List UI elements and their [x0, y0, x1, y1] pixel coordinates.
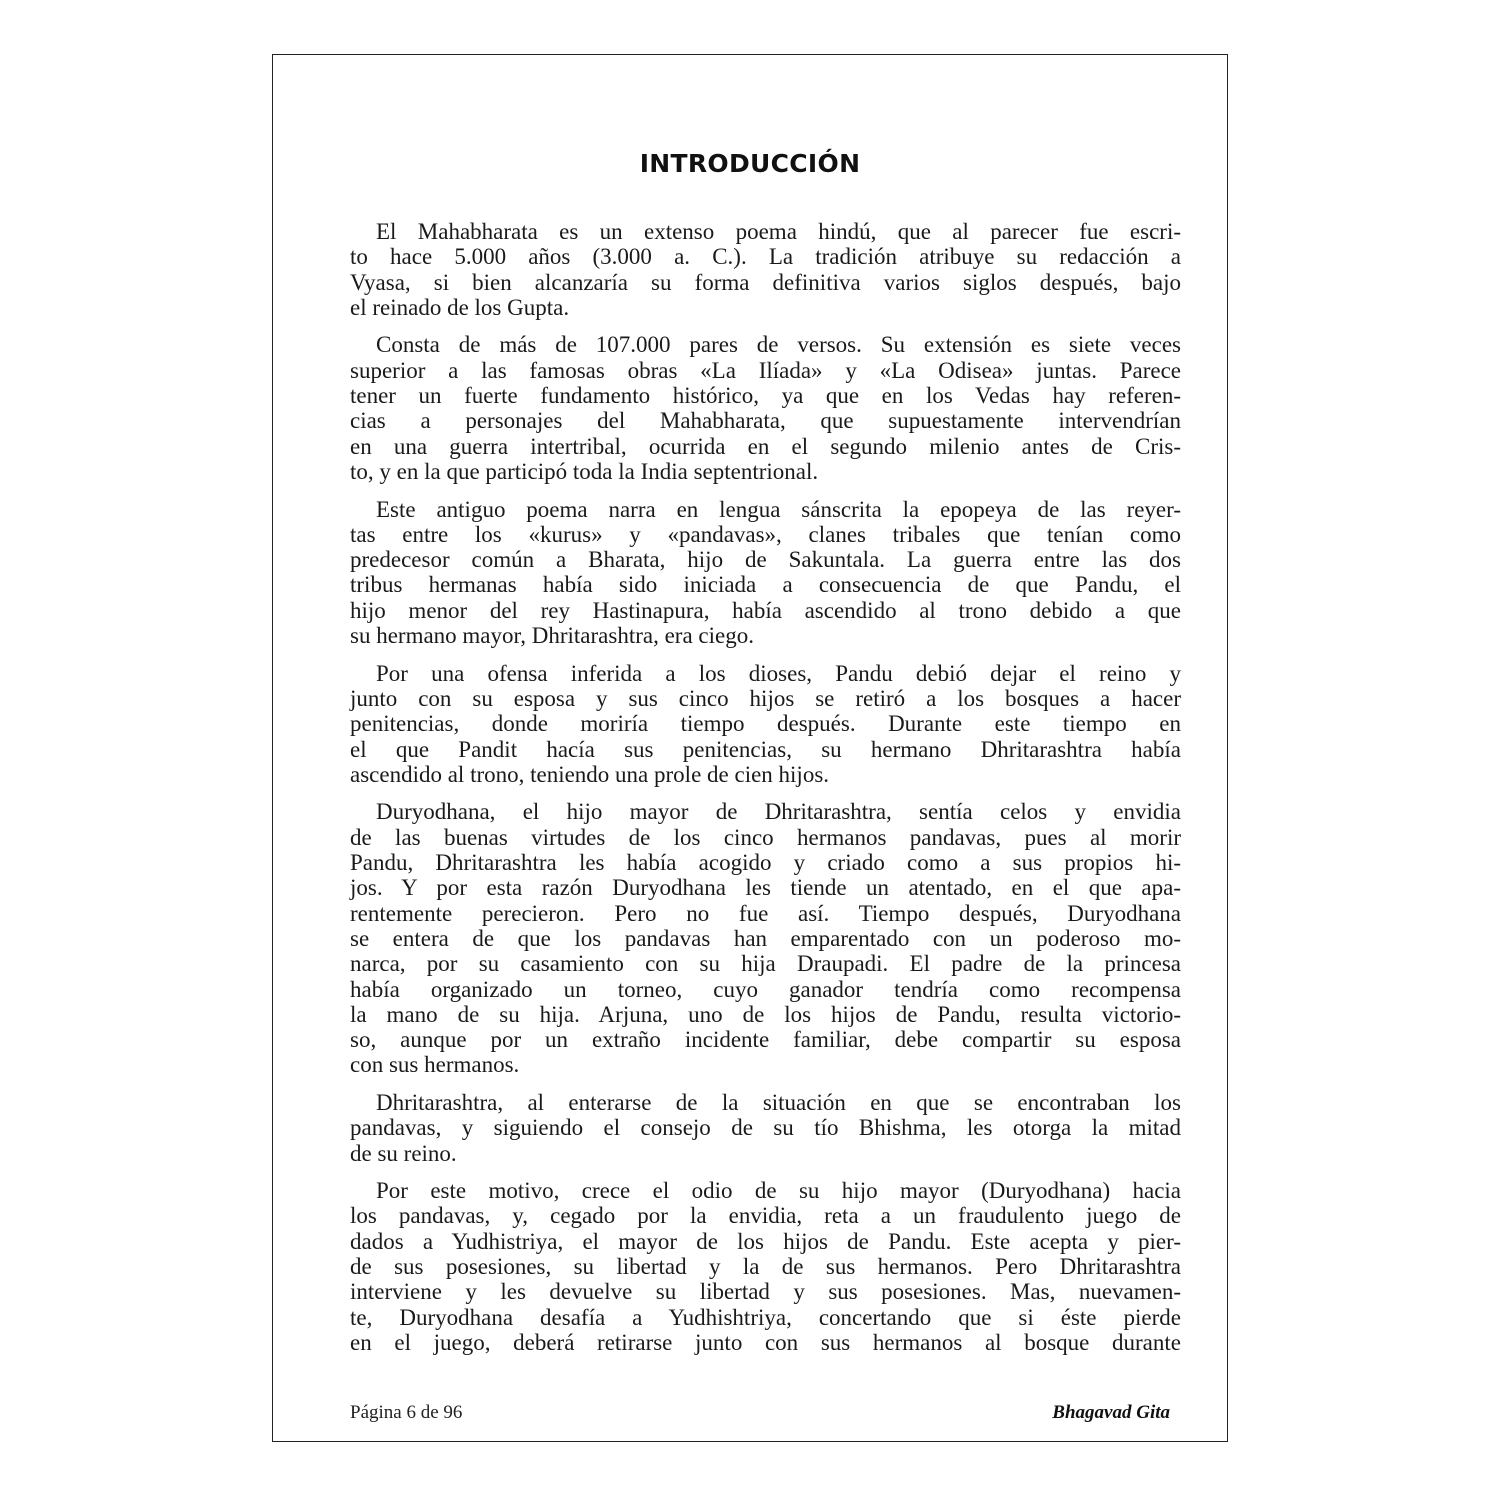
text-line: junto con su esposa y sus cinco hijos se retiró a los bosques a hacer — [350, 685, 1181, 711]
text-line: predecesor común a Bharata, hijo de Sakuntala. La guerra entre las dos — [350, 547, 1181, 573]
text-line: los pandavas, y, cegado por la envidia, reta a un fraudulento juego de — [350, 1203, 1181, 1229]
paragraph — [350, 1090, 1181, 1166]
text-line: hijo menor del rey Hastinapura, había ascendido al trono debido a que — [350, 597, 1181, 623]
text-line: en una guerra intertribal, ocurrida en el segundo milenio antes de Cris- — [350, 433, 1181, 459]
document-page — [272, 54, 1228, 1442]
text-line: había organizado un torneo, cuyo ganador tendría como recompensa — [350, 976, 1181, 1002]
paragraph — [350, 661, 1181, 787]
page-title: INTRODUCCIÓN — [639, 149, 861, 178]
text-line: narca, por su casamiento con su hija Draupadi. El padre de la princesa — [350, 951, 1181, 977]
text-line: Consta de más de 107.000 pares de versos. Su extensión es siete veces — [376, 332, 1181, 358]
text-line: tribus hermanas había sido iniciada a consecuencia de que Pandu, el — [350, 572, 1181, 598]
text-line: superior a las famosas obras «La Ilíada» y «La Odisea» juntas. Parece — [350, 357, 1181, 383]
text-line: con sus hermanos. — [350, 1052, 520, 1078]
text-line: Pandu, Dhritarashtra les había acogido y criado como a sus propios hi- — [350, 850, 1181, 876]
text-line: Este antiguo poema narra en lengua sánscrita la epopeya de las reyer- — [376, 496, 1181, 522]
text-line: Por este motivo, crece el odio de su hijo mayor (Duryodhana) hacia — [376, 1178, 1181, 1204]
text-line: interviene y les devuelve su libertad y sus posesiones. Mas, nuevamen- — [350, 1279, 1181, 1305]
paragraph — [350, 799, 1181, 1077]
running-title: Bhagavad Gita — [1052, 1402, 1170, 1423]
text-line: pandavas, y siguiendo el consejo de su tío Bhishma, les otorga la mitad — [350, 1115, 1181, 1141]
paragraph — [350, 1178, 1181, 1355]
text-line: se entera de que los pandavas han emparentado con un poderoso mo- — [350, 925, 1181, 951]
body-text — [350, 219, 1181, 1368]
text-line: tener un fuerte fundamento histórico, ya que en los Vedas hay referen- — [350, 383, 1181, 409]
text-line: en el juego, deberá retirarse junto con sus hermanos al bosque durante — [350, 1329, 1181, 1355]
paragraph — [350, 332, 1181, 484]
text-line: to hace 5.000 años (3.000 a. C.). La tradición atribuye su redacción a — [350, 244, 1181, 270]
text-line: ascendido al trono, teniendo una prole de cien hijos. — [350, 761, 830, 787]
text-line: rentemente perecieron. Pero no fue así. Tiempo después, Duryodhana — [350, 900, 1181, 926]
text-line: el que Pandit hacía sus penitencias, su hermano Dhritarashtra había — [350, 736, 1181, 762]
text-line: te, Duryodhana desafía a Yudhishtriya, concertando que si éste pierde — [350, 1304, 1181, 1330]
text-line: penitencias, donde moriría tiempo después. Durante este tiempo en — [350, 711, 1181, 737]
text-line: jos. Y por esta razón Duryodhana les tiende un atentado, en el que apa- — [350, 875, 1181, 901]
text-line: so, aunque por un extraño incidente familiar, debe compartir su esposa — [350, 1027, 1181, 1053]
text-line: de las buenas virtudes de los cinco hermanos pandavas, pues al morir — [350, 824, 1181, 850]
text-line: la mano de su hija. Arjuna, uno de los hijos de Pandu, resulta victorio- — [350, 1001, 1181, 1027]
text-line: to, y en la que participó toda la India septentrional. — [350, 458, 819, 484]
text-line: de sus posesiones, su libertad y la de sus hermanos. Pero Dhritarashtra — [350, 1254, 1181, 1280]
text-line: Duryodhana, el hijo mayor de Dhritarashtra, sentía celos y envidia — [376, 799, 1181, 825]
text-line: El Mahabharata es un extenso poema hindú, que al parecer fue escri- — [376, 219, 1181, 244]
text-line: el reinado de los Gupta. — [350, 294, 570, 320]
text-line: de su reino. — [350, 1140, 457, 1166]
paragraph — [350, 219, 1181, 320]
text-line: Vyasa, si bien alcanzaría su forma definitiva varios siglos después, bajo — [350, 269, 1181, 295]
text-line: cias a personajes del Mahabharata, que supuestamente intervendrían — [350, 408, 1181, 434]
text-line: dados a Yudhistriya, el mayor de los hijos de Pandu. Este acepta y pier- — [350, 1228, 1181, 1254]
text-line: su hermano mayor, Dhritarashtra, era ciego. — [350, 623, 754, 649]
text-line: tas entre los «kurus» y «pandavas», clanes tribales que tenían como — [350, 521, 1181, 547]
text-line: Dhritarashtra, al enterarse de la situación en que se encontraban los — [376, 1089, 1181, 1115]
page-number: Página 6 de 96 — [350, 1402, 463, 1423]
paragraph — [350, 497, 1181, 649]
text-line: Por una ofensa inferida a los dioses, Pandu debió dejar el reino y — [376, 660, 1181, 686]
